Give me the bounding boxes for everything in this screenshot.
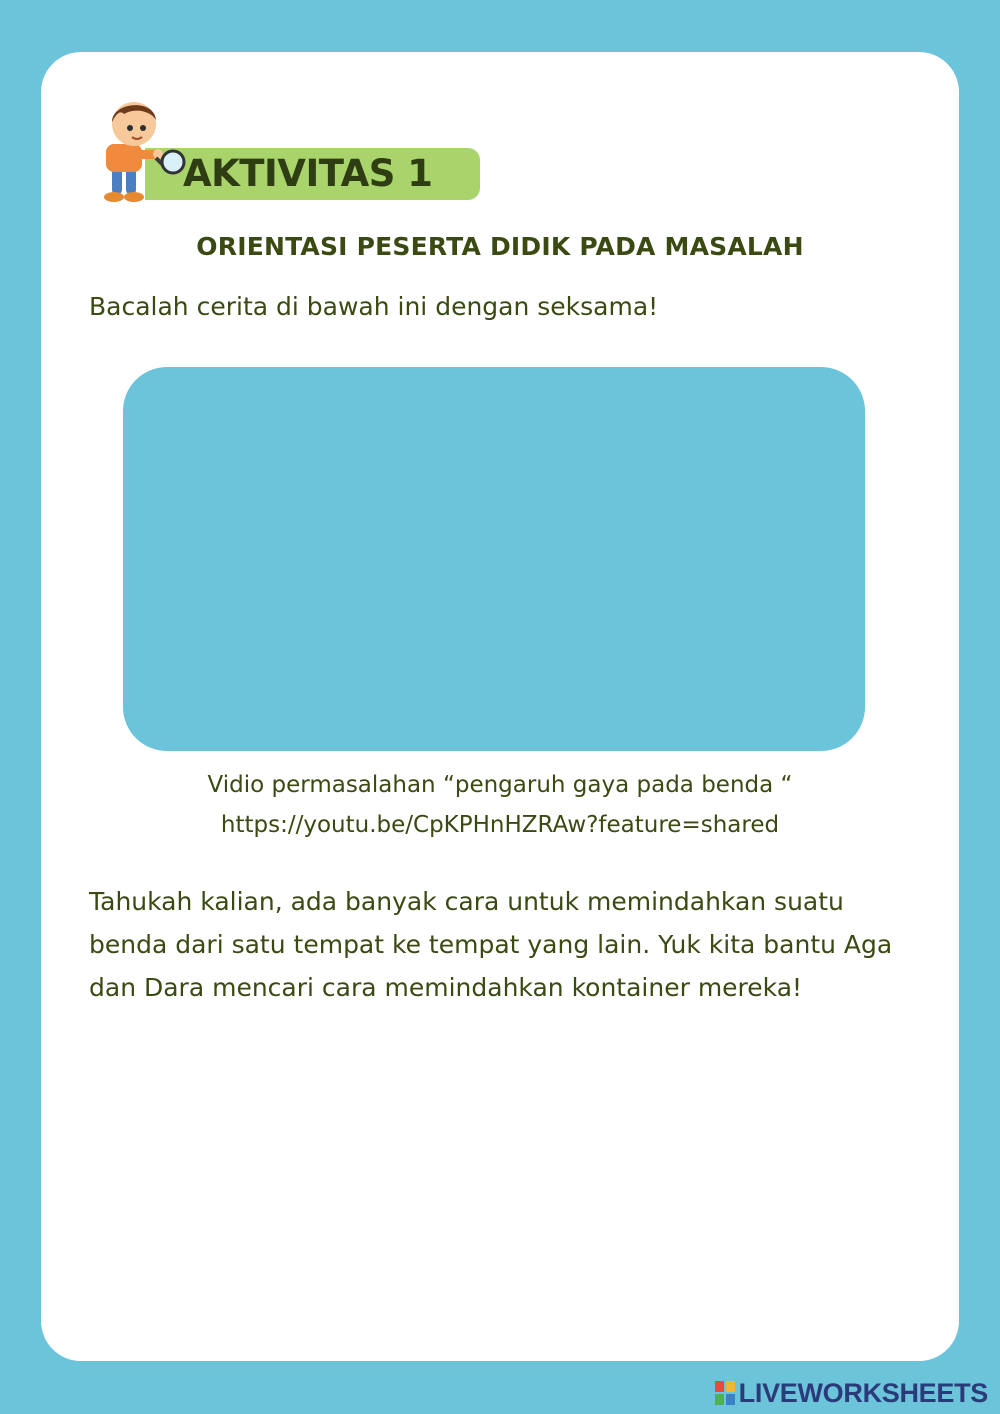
instruction-text: Bacalah cerita di bawah ini dengan seksama! xyxy=(89,292,659,321)
video-caption: Vidio permasalahan “pengaruh gaya pada benda “ xyxy=(207,772,793,798)
video-placeholder[interactable] xyxy=(123,367,865,751)
liveworksheets-logo-icon xyxy=(715,1381,735,1405)
boy-with-magnifier-icon xyxy=(94,96,194,206)
activity-title: AKTIVITAS 1 xyxy=(183,152,433,195)
video-link[interactable]: https://youtu.be/CpKPHnHZRAw?feature=shared xyxy=(220,812,780,838)
watermark-text: LIVEWORKSHEETS xyxy=(738,1377,988,1408)
story-paragraph: Tahukah kalian, ada banyak cara untuk memindahkan suatu benda dari satu tempat ke tempat yang lain. Yuk kita bantu Aga dan Dara mencari cara memindahkan kontainer mereka! xyxy=(89,887,893,1002)
liveworksheets-watermark xyxy=(715,1378,988,1408)
section-subtitle: ORIENTASI PESERTA DIDIK PADA MASALAH xyxy=(196,232,804,261)
